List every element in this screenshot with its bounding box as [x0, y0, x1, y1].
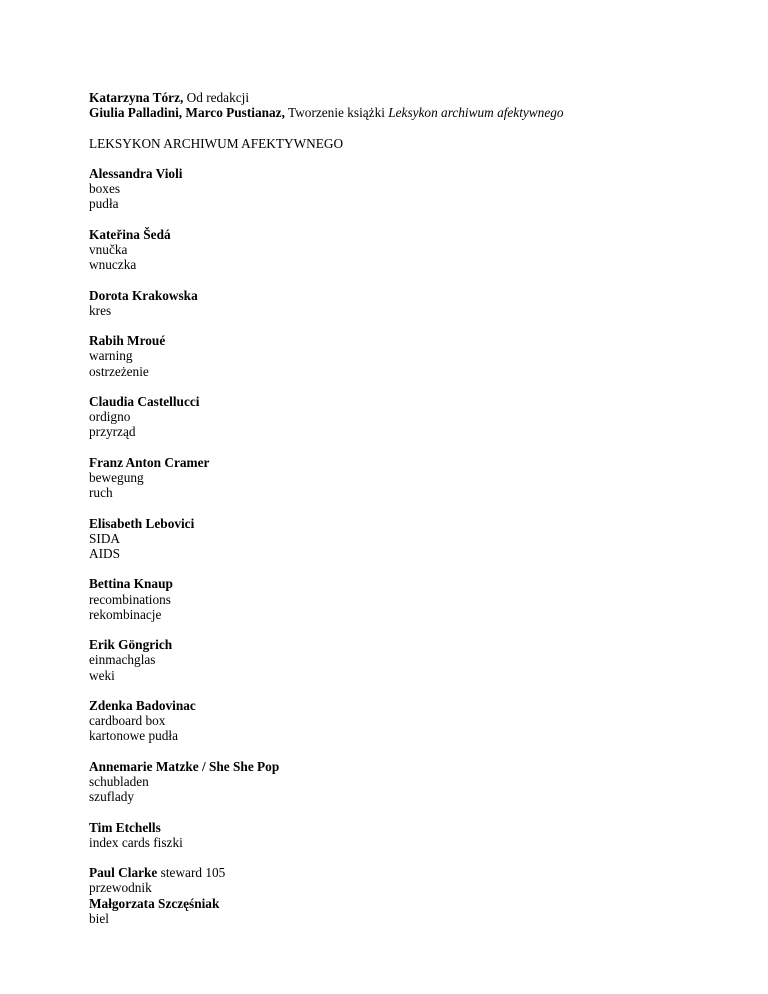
- author-name: Paul Clarke: [89, 865, 158, 881]
- entry-term: einmachglas: [89, 652, 156, 668]
- entry-term: schubladen: [89, 773, 149, 789]
- entry-translation: kartonowe pudła: [89, 728, 178, 744]
- chapter-title: Od redakcji: [186, 90, 250, 105]
- entry-translation: szuflady: [89, 789, 135, 805]
- entry-translation: weki: [89, 667, 115, 683]
- editorial-line: [89, 90, 729, 105]
- entry-term: bewegung: [89, 469, 144, 485]
- entry-translation: ruch: [89, 485, 113, 501]
- list-item: [89, 637, 729, 683]
- chapter-title: Tworzenie książki: [288, 105, 385, 121]
- lexicon-entries: [89, 166, 729, 850]
- list-item: [89, 166, 729, 212]
- entry-term: warning: [89, 348, 133, 364]
- entry-term: boxes: [89, 181, 121, 197]
- entry-translation: ostrzeżenie: [89, 363, 149, 379]
- list-item: [89, 394, 729, 440]
- author-name: Alessandra Violi: [89, 165, 183, 181]
- book-title: Leksykon archiwum afektywnego: [388, 105, 564, 121]
- document-body: [89, 90, 729, 926]
- entry-translation: wnuczka: [89, 257, 137, 273]
- entry-translation: przewodnik: [89, 880, 152, 896]
- author-name: Giulia Palladini, Marco Pustianaz,: [89, 105, 285, 121]
- entry-term: kres: [89, 302, 112, 318]
- list-item: [89, 455, 729, 501]
- author-name: Bettina Knaup: [89, 576, 173, 592]
- entry-term: steward 105: [160, 865, 226, 881]
- author-name: Rabih Mroué: [89, 333, 166, 349]
- making-of-line: [89, 105, 729, 120]
- list-item: [89, 576, 729, 622]
- author-name: Zdenka Badovinac: [89, 697, 196, 713]
- list-item: [89, 759, 729, 805]
- tail-block: [89, 865, 729, 926]
- entry-translation: przyrząd: [89, 424, 136, 440]
- author-name: Katarzyna Tórz,: [89, 90, 184, 105]
- author-name: Erik Göngrich: [89, 637, 173, 653]
- entry-translation: AIDS: [89, 545, 121, 561]
- list-item: [89, 865, 729, 880]
- entry-term: index cards fiszki: [89, 834, 183, 850]
- author-name: Dorota Krakowska: [89, 287, 198, 303]
- author-name: Kateřina Šedá: [89, 226, 171, 242]
- entry-term: vnučka: [89, 241, 128, 257]
- entry-term: SIDA: [89, 530, 121, 546]
- author-name: Claudia Castellucci: [89, 393, 200, 409]
- author-name: Franz Anton Cramer: [89, 454, 210, 470]
- list-item: [89, 333, 729, 379]
- author-name: Elisabeth Lebovici: [89, 515, 195, 531]
- entry-term: cardboard box: [89, 713, 166, 729]
- entry-term: biel: [89, 910, 109, 926]
- author-name: Małgorzata Szczęśniak: [89, 895, 220, 911]
- list-item: [89, 516, 729, 562]
- list-item: [89, 820, 729, 850]
- section-heading: LEKSYKON ARCHIWUM AFEKTYWNEGO: [89, 135, 344, 151]
- author-name: Tim Etchells: [89, 819, 161, 835]
- author-name: Annemarie Matzke / She She Pop: [89, 758, 280, 774]
- entry-translation: rekombinacje: [89, 606, 162, 622]
- list-item: [89, 288, 729, 318]
- entry-term: ordigno: [89, 409, 131, 425]
- entry-translation: pudła: [89, 196, 119, 212]
- list-item: [89, 227, 729, 273]
- list-item: [89, 698, 729, 744]
- entry-term: recombinations: [89, 591, 171, 607]
